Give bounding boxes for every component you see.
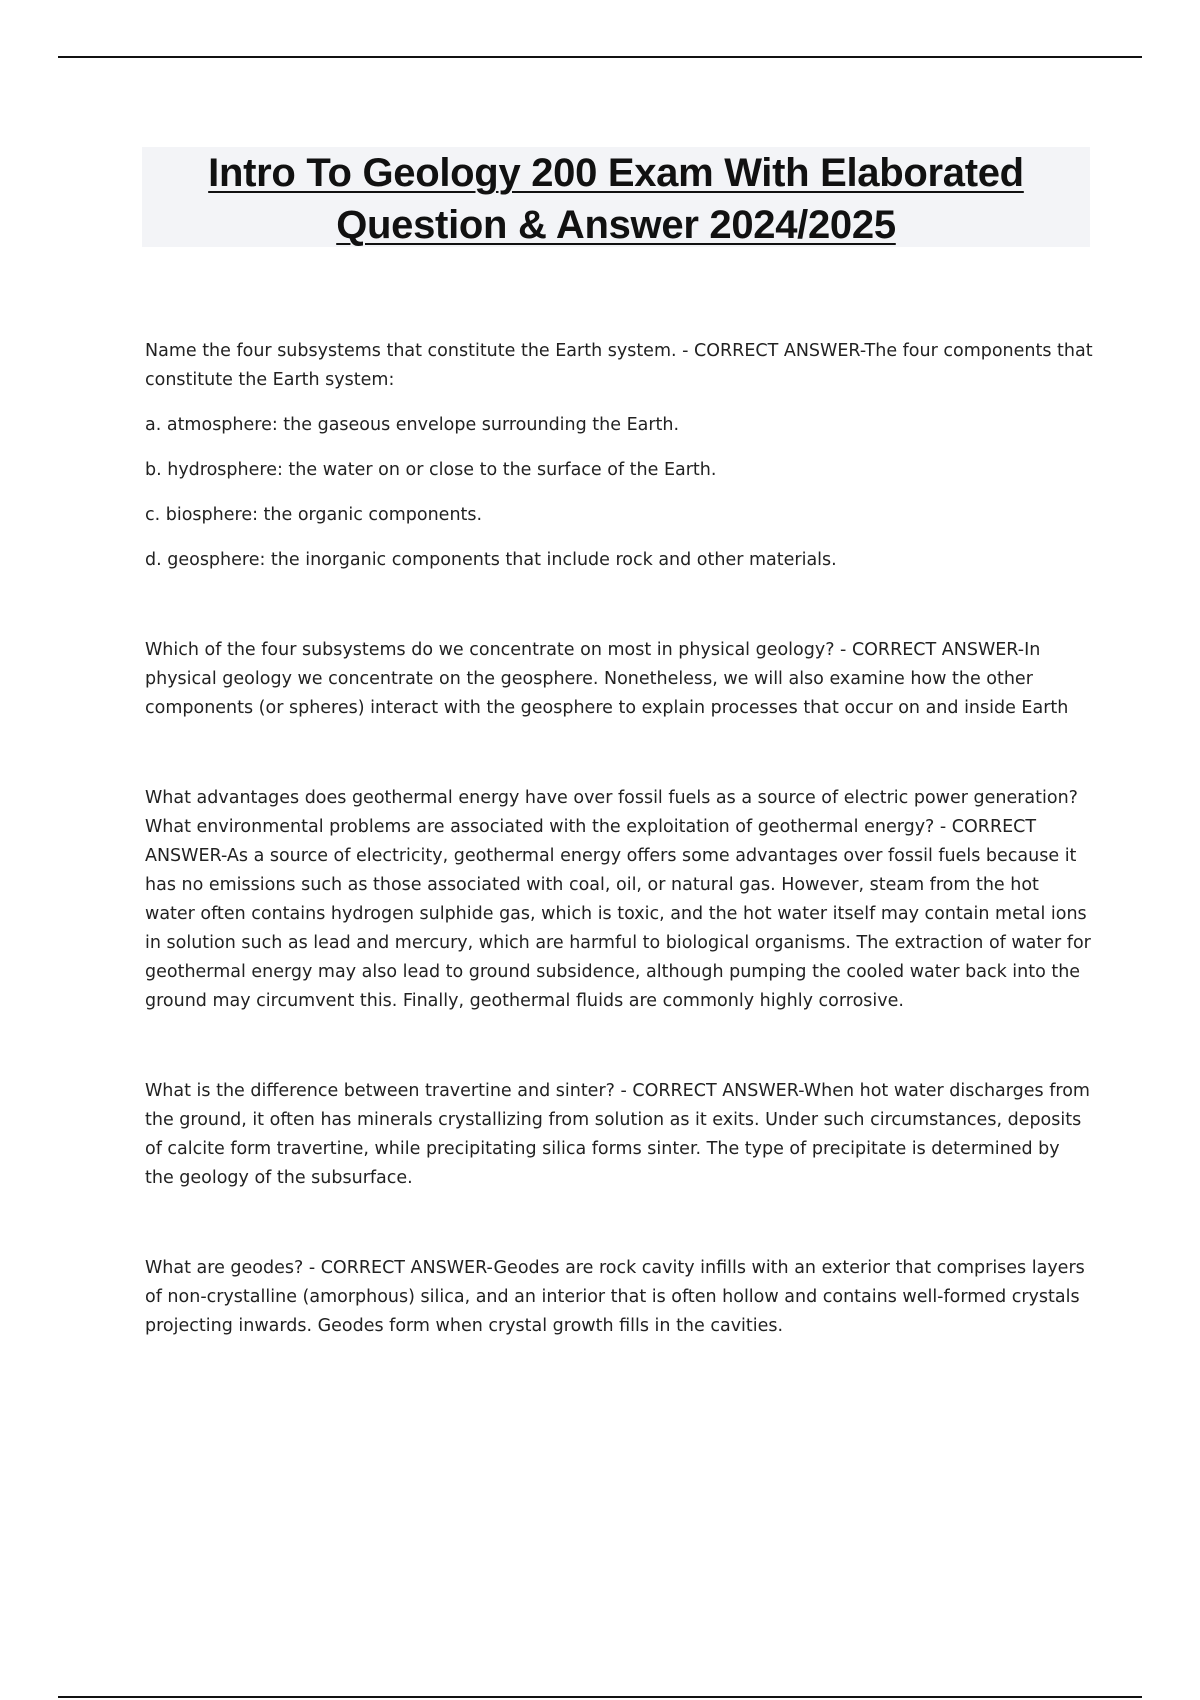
qa-block-geodes — [145, 1254, 1093, 1341]
document-title — [142, 147, 1090, 247]
answer-item-hydrosphere: b. hydrosphere: the water on or close to the surface of the Earth. — [145, 460, 717, 480]
top-rule — [58, 56, 1142, 58]
answer-item-biosphere: c. biosphere: the organic components. — [145, 505, 483, 525]
qa-block-geothermal-energy — [145, 784, 1093, 1016]
qa-content — [145, 337, 1093, 1341]
title-line-1: Intro To Geology 200 Exam With Elaborated — [208, 151, 1024, 195]
title-line-2: Question & Answer 2024/2025 — [336, 203, 896, 247]
qa-block-travertine-sinter — [145, 1077, 1093, 1193]
qa-text: What are geodes? - CORRECT ANSWER-Geodes are rock cavity infills with an exterior that comprises layers of non-crystalline (amorphous) silica, and an interior that is often hollow and contains well-formed crystals projecting inwards. Geodes form when crystal growth fills in the cavities. — [145, 1258, 1085, 1336]
qa-text: Name the four subsystems that constitute the Earth system. - CORRECT ANSWER-The four components that constitute the Earth system: — [145, 341, 1093, 390]
qa-text: Which of the four subsystems do we concentrate on most in physical geology? - CORRECT ANSWER-In physical geology we concentrate on the geosphere. Nonetheless, we will also examine how the other components (or spheres) interact with the geosphere to explain processes that occur on and inside Earth — [145, 640, 1069, 718]
qa-block-subsystems — [145, 337, 1093, 575]
answer-item-atmosphere: a. atmosphere: the gaseous envelope surrounding the Earth. — [145, 415, 680, 435]
qa-block-physical-geology — [145, 636, 1093, 723]
answer-item-geosphere: d. geosphere: the inorganic components that include rock and other materials. — [145, 550, 837, 570]
qa-text: What advantages does geothermal energy have over fossil fuels as a source of electric power generation? What environmental problems are associated with the exploitation of geothermal energy? - CORRECT ANSWER-As a source of electricity, geothermal energy offers some advantages over fossil fuels because it has no emissions such as those associated with coal, oil, or natural gas. However, steam from the hot water often contains hydrogen sulphide gas, which is toxic, and the hot water itself may contain metal ions in solution such as lead and mercury, which are harmful to biological organisms. The extraction of water for geothermal energy may also lead to ground subsidence, although pumping the cooled water back into the ground may circumvent this. Finally, geothermal fluids are commonly highly corrosive. — [145, 788, 1091, 1011]
bottom-rule — [58, 1696, 1142, 1698]
qa-text: What is the difference between travertine and sinter? - CORRECT ANSWER-When hot water discharges from the ground, it often has minerals crystallizing from solution as it exits. Under such circumstances, deposits of calcite form travertine, while precipitating silica forms sinter. The type of precipitate is determined by the geology of the subsurface. — [145, 1081, 1090, 1188]
